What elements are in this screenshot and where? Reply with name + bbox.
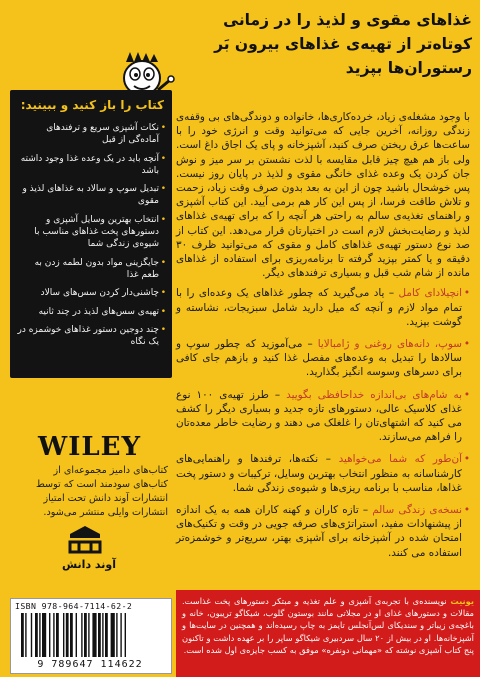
description-column: [176, 110, 470, 568]
feature-text: – می‌آموزید که چطور سوپ و سالادها را تبدیل به وعده‌های مفصل غذا کنید و بازهم جای کافی برای دسرهای وسوسه انگیز بگذارید.: [176, 338, 462, 379]
wiley-logo: WILEY: [38, 432, 142, 462]
feature-bullet: [176, 388, 470, 445]
author-text: نویسنده‌ی با تجربه‌ی آشپزی و علم تغذیه و مبتکر دستورهای پخت غذاست. مقالات و دستورهای غذای او در مجلاتی مانند بوستون گلوب، شیکاگو تریبون، خانه و باغچه‌ی زیباتر و سندیکای لس‌آنجلس تایمز به چاپ رسیده‌اند و همچنین در سایت‌ها و آشپزخانه‌ها. او در بیش از ۲۰ سال سردبیری شیکاگو ساپر را بر عهده داشت و تاکنون پنج کتاب آشپزی نوشته که «مهمانی دونفره» موفق به کسب جایزه‌ی اول شده است.: [182, 596, 474, 655]
feature-bullet: [176, 286, 470, 329]
feature-highlight: به شام‌های بی‌اندازه خداحافظی بگویید: [286, 388, 462, 401]
isbn-barcode-box: [10, 598, 172, 674]
list-item: • تهیه‌ی سس‌های لذیذ در چند ثانیه: [16, 306, 166, 318]
headline: غذاهای مقوی و لذیذ را در زمانی کوتاه‌تر از تهیه‌ی غذاهای بیرون بَر رستوران‌ها بپزید: [214, 11, 472, 77]
feature-bullet: [176, 503, 470, 560]
list-item: • جایگزینی مواد بدون لطمه زدن به طعم غذا: [16, 257, 166, 282]
feature-highlight: آن‌طور که شما می‌خواهید: [338, 453, 462, 466]
barcode-icon: [19, 613, 163, 657]
list-item: • انتخاب بهترین وسایل آشپزی و دستورهای پخت غذاهای مناسب با شیوه‌ی زندگی شما: [16, 214, 166, 251]
list-item: • نکات آشپزی سریع و ترفندهای آماده‌گی از قبل: [16, 122, 166, 147]
publisher-local-name: آوند دانش: [62, 558, 117, 571]
list-item: • چاشنی‌دار کردن سس‌های سالاد: [16, 287, 166, 299]
feature-highlight: سوپ، دانه‌های روغنی و ژامبالایا: [317, 338, 462, 351]
feature-text: – تازه کاران و کهنه کاران همه به یک اندازه از پیشنهادات مفید، استراتژی‌های صرفه جویی در وقت و تکنیک‌های امتحان شده در آشپزخانه برای آشپزی بهتر، سریع‌تر و خوشمزه‌تر استفاده می کنند.: [176, 504, 462, 559]
publisher-description: کتاب‌های دامیز مجموعه‌ای از کتاب‌های سودمند است که توسط انتشارات آوند دانش تحت امتیاز انتشارات وایلی منتشر می‌شود.: [35, 465, 168, 518]
feature-bullet: [176, 337, 470, 380]
list-item: • چند دوجین دستور غذاهای خوشمزه در یک نگاه: [16, 324, 166, 349]
contents-panel: [10, 90, 172, 378]
intro-paragraph: با وجود مشغله‌ی زیاد، خرده‌کاری‌ها، خانواده و دوندگی‌های بی وقفه‌ی زندگی روزانه، آخرین جایی که می‌توانید وقت و انرژی خود را با ساعت‌ها عرق ریختن صرف کنید، آشپزخانه و پای یک اجاق داغ است. ولی باز هم هیچ چیز قابل مقایسه با لذت نشستن بر سر میز و نوش جان کردن یک وعده غذای خانگی مقوی و لذیذ در پایان روز نیست. پس خوشحال باشید چون از این به بعد بدون صرف وقت زیاد، زحمت و تلاش طاقت فرسا، از پس این کار هم برمی آیید. این کتاب آشپزی و راهنمای تغذیه‌ی سالم به راحتی هر آنچه را که برای تهیه‌ی غذاهای لذیذ و رضایت‌بخش لازم است در اختیارتان قرار می‌دهد. این کتاب از صد نوع دستور تهیه‌ی غذاهای کامل و مقوی که می‌توانید ظرف ۳۰ دقیقه و یا کمتر بپزید گرفته تا برنامه‌ریزی برای استفاده از غذاهای مانده از شام شب قبل و بسیاری ترفندهای دیگر.: [176, 111, 470, 280]
feature-highlight: نسخه‌ی زندگی سالم: [372, 504, 463, 517]
feature-text: – یاد می‌گیرید که چطور غذاهای یک وعده‌ای را با تمام مواد لازم و آنچه که میل دارید شامل سبزیجات، نشاسته و گوشت بپزید.: [176, 287, 462, 328]
feature-bullet: [176, 452, 470, 495]
panel-title: کتاب را باز کنید و ببینید:: [20, 98, 164, 112]
list-item: • آنچه باید در یک وعده غذا وجود داشته باشد: [16, 153, 166, 178]
list-item: • تبدیل سوپ و سالاد به غذاهای لذیذ و مقوی: [16, 183, 166, 208]
author-bio: [182, 595, 474, 656]
feature-text: – طرز تهیه‌ی ۱۰۰ نوع غذای کلاسیک عالی، دستورهای تازه جدید و بسیاری دیگر را کشف می کنید که اشتهای‌تان را غلغلک می دهند و رضایت خاطر معده‌تان را فراهم می‌سازند.: [176, 388, 462, 444]
feature-highlight: انچیلادای کامل: [398, 287, 462, 300]
isbn-digits: 9 789647 114622: [37, 659, 143, 670]
panel-list: [16, 122, 166, 354]
isbn-label: ISBN 978-964-7114-62-2: [15, 601, 133, 611]
author-name: یونیت: [450, 596, 474, 606]
feature-text: – نکته‌ها، ترفندها و راهنمایی‌های کارشناسانه به منظور انتخاب بهترین وسایل، ترکیبات و دستور پخت غذاها، مناسب با برنامه ریزی‌ها و شیوه‌ی زندگی شما.: [176, 453, 462, 494]
avand-logo-icon: [68, 524, 102, 554]
author-bar: [176, 590, 480, 677]
